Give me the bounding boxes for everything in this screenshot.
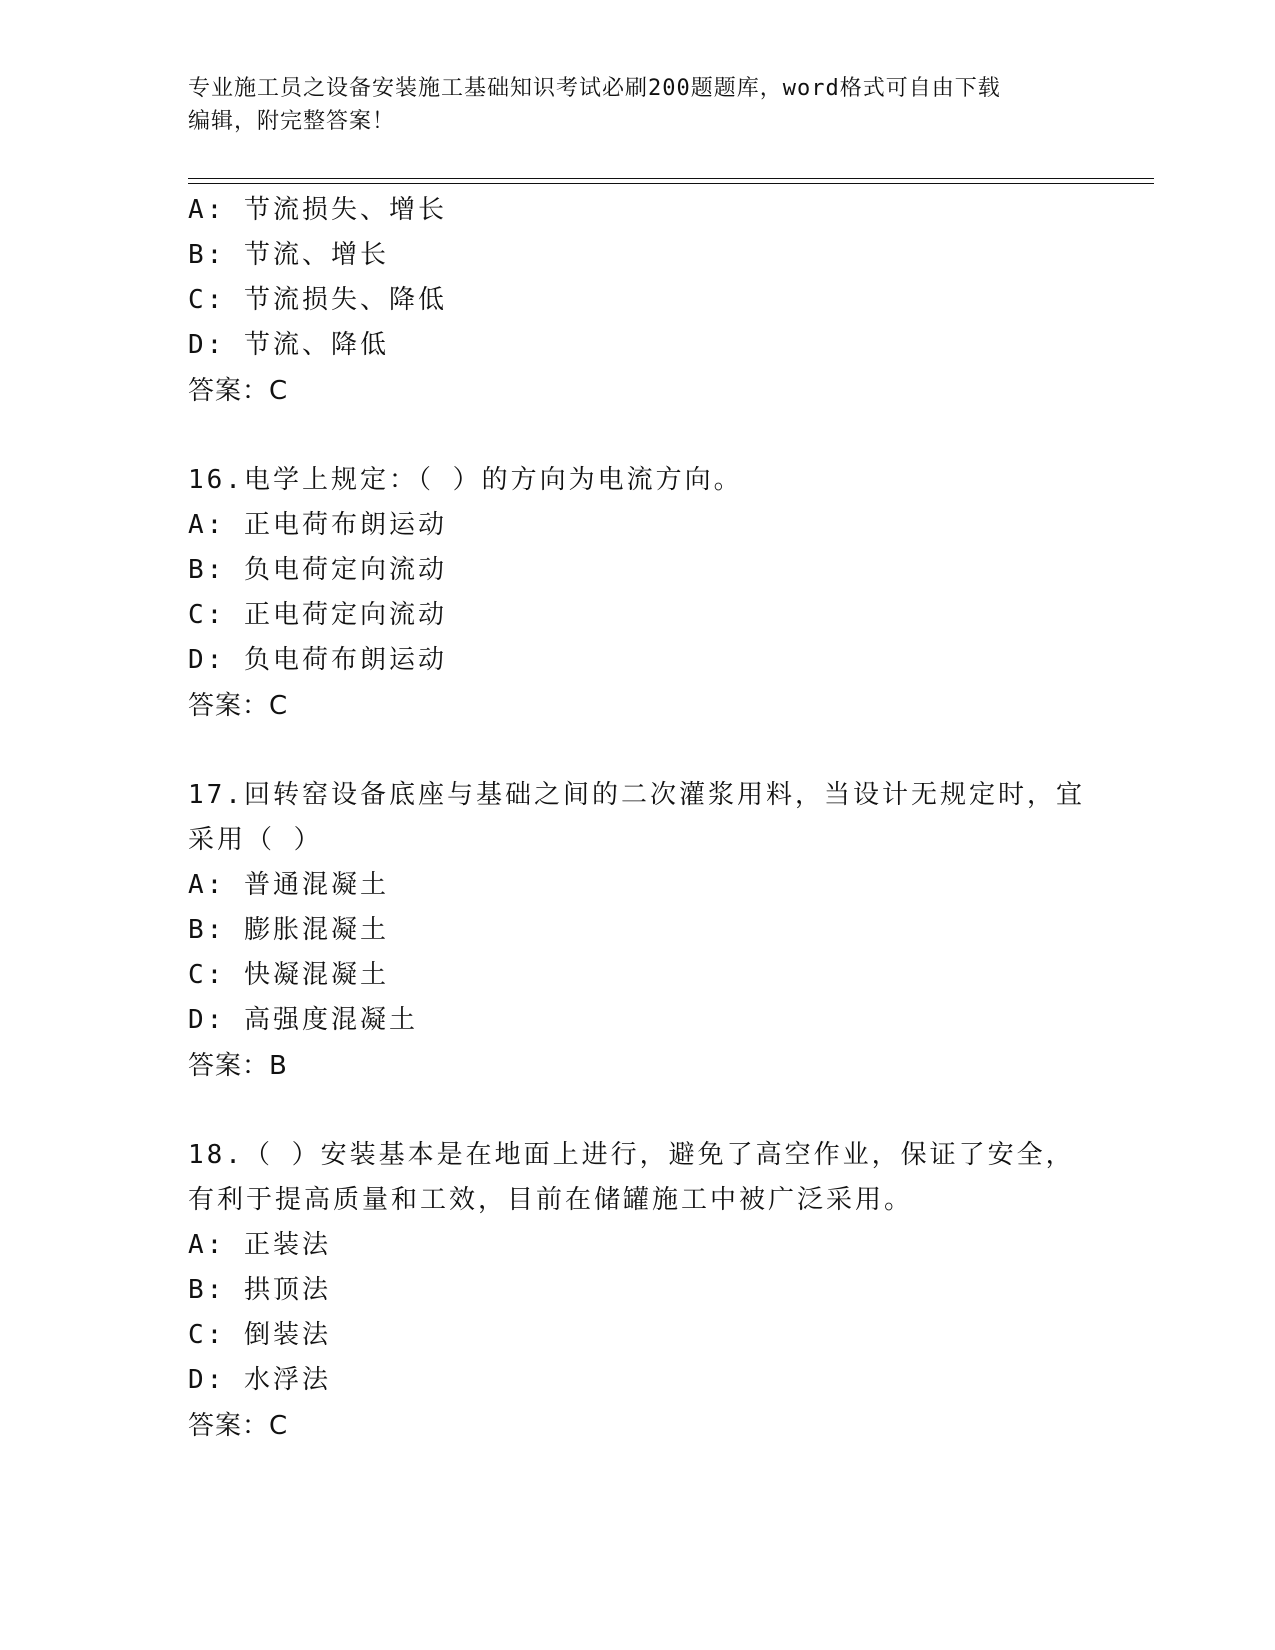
q15-option-b: B: 节流、增长 (188, 240, 389, 270)
q17-option-a: A: 普通混凝土 (188, 870, 389, 900)
q17-option-d: D: 高强度混凝土 (188, 1005, 418, 1035)
q16-option-c: C: 正电荷定向流动 (188, 600, 447, 630)
q16-option-b: B: 负电荷定向流动 (188, 555, 447, 585)
q16-question: 16.电学上规定：（ ）的方向为电流方向。 (188, 465, 743, 495)
document-header (188, 72, 1088, 138)
q18-option-a: A: 正装法 (188, 1230, 331, 1260)
q17-answer: 答案：B (188, 1051, 288, 1081)
q18-option-c: C: 倒装法 (188, 1320, 331, 1350)
q15-option-c: C: 节流损失、降低 (188, 285, 447, 315)
q15-option-d: D: 节流、降低 (188, 330, 389, 360)
header-line-1: 专业施工员之设备安装施工基础知识考试必刷200题题库，word格式可自由下载 (188, 76, 1001, 101)
q18-answer: 答案：C (188, 1411, 289, 1441)
q17-question-line-2: 采用（ ） (188, 825, 323, 855)
q18-question-line-2: 有利于提高质量和工效，目前在储罐施工中被广泛采用。 (188, 1185, 914, 1215)
q18-question-line-1: 18.（ ）安装基本是在地面上进行，避免了高空作业，保证了安全， (188, 1140, 1075, 1170)
header-line-2: 编辑，附完整答案！ (188, 109, 396, 134)
header-divider-top (188, 178, 1154, 179)
header-divider-bottom (188, 183, 1154, 184)
q17-question-line-1: 17.回转窑设备底座与基础之间的二次灌浆用料，当设计无规定时，宜 (188, 780, 1085, 810)
q17-option-b: B: 膨胀混凝土 (188, 915, 389, 945)
q16-option-d: D: 负电荷布朗运动 (188, 645, 447, 675)
q16-option-a: A: 正电荷布朗运动 (188, 510, 447, 540)
q15-option-a: A: 节流损失、增长 (188, 195, 447, 225)
q18-option-d: D: 水浮法 (188, 1365, 331, 1395)
q17-option-c: C: 快凝混凝土 (188, 960, 389, 990)
q15-answer: 答案：C (188, 376, 289, 406)
q16-answer: 答案：C (188, 691, 289, 721)
q18-option-b: B: 拱顶法 (188, 1275, 331, 1305)
